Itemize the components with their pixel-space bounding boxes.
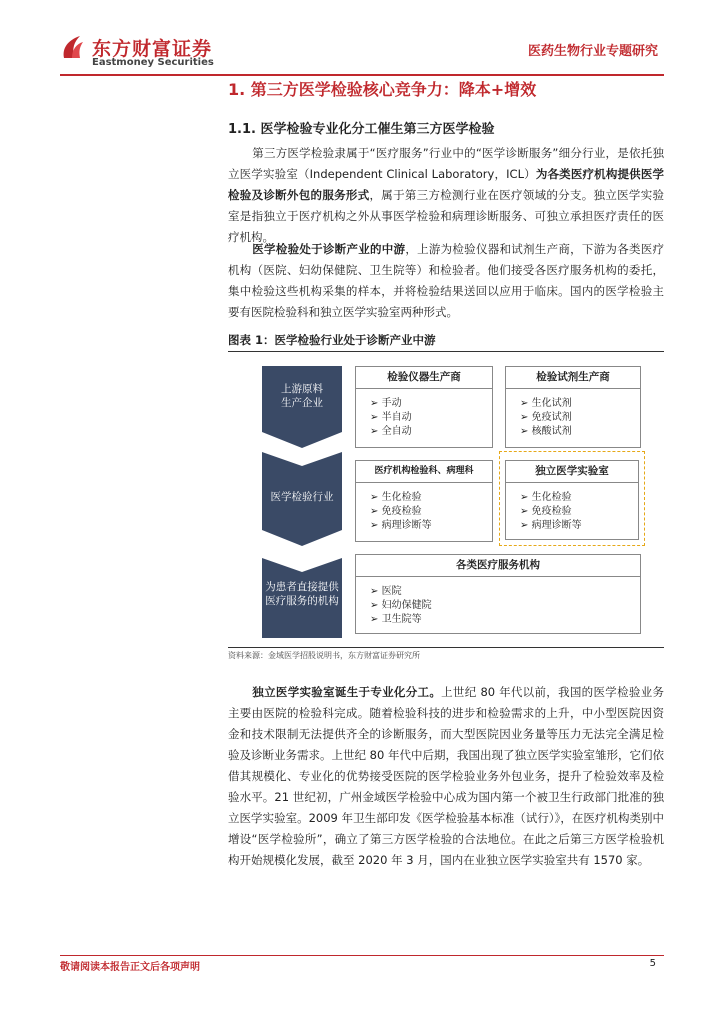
brand-name-en: Eastmoney Securities [92, 57, 214, 68]
header-divider [60, 74, 664, 76]
figure-bottom-rule [228, 647, 664, 648]
p1-tail: ，属于第三方检测行业在医疗领域的分支。独立医学实验室是指独立于医疗机构之外从事医学检验和病理诊断服务、可独立承担医疗责任的医疗机构。 [228, 188, 664, 244]
arrow-bullet-icon: ➢ [370, 600, 379, 611]
p1-bold: 为各类医疗机构提供医学检验及诊断外包的服务形式 [228, 167, 664, 202]
arrow-bullet-icon: ➢ [370, 398, 379, 409]
list-item: ➢ 免疫试剂 [520, 412, 572, 423]
list-item: ➢ 生化试剂 [520, 398, 572, 409]
box-hospital-lab [355, 460, 493, 542]
arrow-bullet-icon: ➢ [520, 412, 529, 423]
stage-midstream-line1: 医学检验行业 [270, 491, 334, 503]
box-hospital-lab-title: 医疗机构检验科、病理科 [356, 461, 492, 483]
list-item: ➢ 免疫检验 [520, 506, 572, 517]
brand-name-cn: 东方财富证券 [92, 38, 213, 60]
box-medical-services [355, 554, 641, 634]
arrow-bullet-icon: ➢ [370, 506, 379, 517]
arrow-bullet-icon: ➢ [370, 492, 379, 503]
figure-source: 资料来源：金域医学招股说明书，东方财富证券研究所 [228, 651, 420, 660]
p3-tail: 上世纪 80 年代以前，我国的医学检验业务主要由医院的检验科完成。随着检验科技的进步和检验需求的上升，中小型医院因资金和技术限制无法提供齐全的诊断服务，而大型医院因业务量等压力无法完全满足检验及诊断业务需求。上世纪 80 年代中后期，我国出现了独立医学实验室雏形，它们依借其规模化、专业化的优势接受医院的医学检验业务外包业务，提升了检验效率及检验水平。21 世纪初，广州金域医学检验中心成为国内第一个被卫生行政部门批准的独立医学实验室。2009 年卫生部印发《医学检验基本标准（试行）》，在医疗机构类别中增设“医学检验所”，确立了第三方医学检验的合法地位。在此之后第三方医学检验机构开始规模化发展，截至 2020 年 3 月，国内在业独立医学实验室共有 1570 家。 [228, 685, 664, 867]
list-item: ➢ 病理诊断等 [520, 520, 582, 531]
paragraph-3 [228, 682, 664, 871]
list-item: ➢ 核酸试剂 [520, 426, 572, 437]
arrow-bullet-icon: ➢ [370, 426, 379, 437]
arrow-bullet-icon: ➢ [520, 492, 529, 503]
box-reagent-title: 检验试剂生产商 [506, 367, 640, 389]
report-type: 医药生物行业专题研究 [527, 44, 658, 59]
box-independent-lab [505, 460, 639, 540]
arrow-bullet-icon: ➢ [520, 520, 529, 531]
box-reagent-makers [505, 366, 641, 448]
p3-bold: 独立医学实验室诞生于专业化分工。 [252, 685, 442, 699]
subsection-title: 1.1. 医学检验专业化分工催生第三方医学检验 [228, 122, 495, 137]
figure-title: 图表 1：医学检验行业处于诊断产业中游 [228, 333, 436, 347]
arrow-bullet-icon: ➢ [370, 412, 379, 423]
p2-tail: ，上游为检验仪器和试剂生产商，下游为各类医疗机构（医院、妇幼保健院、卫生院等）和检验者。他们接受各医疗服务机构的委托，集中检验这些机构采集的样本，并将检验结果送回以应用于临床。国内的医学检验主要有医院检验科和独立医学实验室两种形式。 [228, 242, 665, 319]
list-item: ➢ 全自动 [370, 426, 412, 437]
arrow-bullet-icon: ➢ [370, 520, 379, 531]
p1-text: 第三方医学检验隶属于“医疗服务”行业中的“医学诊断服务”细分行业，是依托独立医学实验室（Independent Clinical Laboratory，ICL） [228, 146, 664, 181]
stage-downstream-line1: 为患者直接提供 [265, 581, 339, 593]
eastmoney-logo-icon [60, 34, 84, 60]
list-item: ➢ 半自动 [370, 412, 412, 423]
stage-downstream-line2: 医疗服务的机构 [265, 595, 339, 607]
list-item: ➢ 手动 [370, 398, 402, 409]
box-icl-title: 独立医学实验室 [506, 461, 638, 483]
list-item: ➢ 生化检验 [520, 492, 572, 503]
stage-downstream [262, 558, 342, 638]
list-item: ➢ 妇幼保健院 [370, 600, 432, 611]
list-item: ➢ 生化检验 [370, 492, 422, 503]
box-instrument-title: 检验仪器生产商 [356, 367, 492, 389]
stage-upstream [262, 366, 342, 448]
arrow-bullet-icon: ➢ [520, 506, 529, 517]
arrow-bullet-icon: ➢ [370, 586, 379, 597]
stage-upstream-line2: 生产企业 [281, 397, 323, 409]
p2-bold: 医学检验处于诊断产业的中游 [252, 242, 406, 256]
figure-top-rule [228, 351, 664, 352]
footer-divider [60, 955, 664, 956]
box-instrument-makers [355, 366, 493, 448]
arrow-bullet-icon: ➢ [520, 426, 529, 437]
list-item: ➢ 免疫检验 [370, 506, 422, 517]
list-item: ➢ 病理诊断等 [370, 520, 432, 531]
list-item: ➢ 卫生院等 [370, 614, 422, 625]
stage-midstream [262, 452, 342, 546]
section-title: 1. 第三方医学检验核心竞争力：降本+增效 [228, 80, 537, 99]
paragraph-2 [228, 239, 664, 323]
disclaimer-link: 敬请阅读本报告正文后各项声明 [60, 962, 200, 973]
page-number: 5 [649, 958, 656, 969]
arrow-bullet-icon: ➢ [370, 614, 379, 625]
paragraph-1 [228, 143, 664, 248]
stage-upstream-line1: 上游原料 [281, 383, 323, 395]
arrow-bullet-icon: ➢ [520, 398, 529, 409]
box-services-title: 各类医疗服务机构 [356, 555, 640, 577]
list-item: ➢ 医院 [370, 586, 402, 597]
